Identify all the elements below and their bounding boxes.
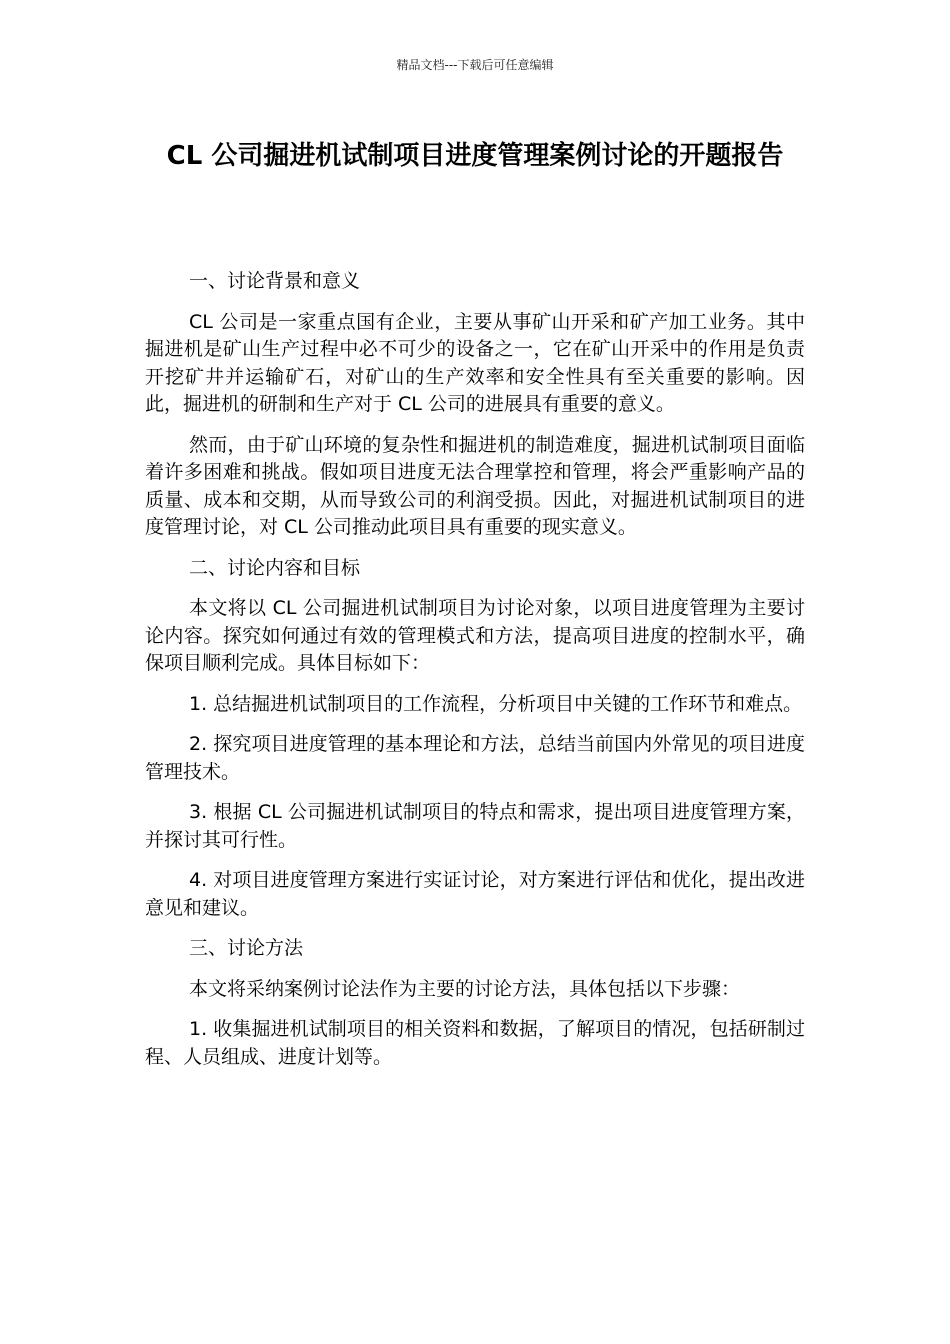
- method-step-1: 1. 收集掘进机试制项目的相关资料和数据，了解项目的情况，包括研制过程、人员组成、进度计划等。: [145, 1018, 805, 1068]
- section-heading-background: 一、讨论背景和意义: [189, 270, 361, 292]
- paragraph-methods-intro: 本文将采纳案例讨论法作为主要的讨论方法，具体包括以下步骤：: [189, 977, 741, 1000]
- goal-item-2: 2. 探究项目进度管理的基本理论和方法，总结当前国内外常见的项目进度管理技术。: [145, 733, 805, 783]
- paragraph-research-scope: 本文将以 CL 公司掘进机试制项目为讨论对象，以项目进度管理为主要讨论内容。探究如何通过有效的管理模式和方法，提高项目进度的控制水平，确保项目顺利完成。具体目标如下：: [145, 597, 805, 674]
- document-body: [145, 268, 805, 1084]
- section-heading-methods: 三、讨论方法: [189, 937, 304, 959]
- document-title: CL 公司掘进机试制项目进度管理案例讨论的开题报告: [166, 141, 784, 171]
- goal-item-4: 4. 对项目进度管理方案进行实证讨论，对方案进行评估和优化，提出改进意见和建议。: [145, 869, 805, 919]
- goal-item-3: 3. 根据 CL 公司掘进机试制项目的特点和需求，提出项目进度管理方案，并探讨其可行性。: [145, 801, 805, 851]
- paragraph-challenges: 然而，由于矿山环境的复杂性和掘进机的制造难度，掘进机试制项目面临着许多困难和挑战。假如项目进度无法合理掌控和管理，将会严重影响产品的质量、成本和交期，从而导致公司的利润受损。因此，对掘进机试制项目的进度管理讨论，对 CL 公司推动此项目具有重要的现实意义。: [145, 433, 805, 538]
- goal-item-1: 1. 总结掘进机试制项目的工作流程，分析项目中关键的工作环节和难点。: [189, 692, 803, 715]
- section-heading-content-goals: 二、讨论内容和目标: [189, 556, 361, 579]
- paragraph-company-intro: CL 公司是一家重点国有企业，主要从事矿山开采和矿产加工业务。其中掘进机是矿山生产过程中必不可少的设备之一，它在矿山开采中的作用是负责开挖矿井并运输矿石，对矿山的生产效率和安全性具有至关重要的影响。因此，掘进机的研制和生产对于 CL 公司的进展具有重要的意义。: [145, 310, 805, 415]
- header-note: 精品文档---下载后可任意编辑: [396, 58, 554, 72]
